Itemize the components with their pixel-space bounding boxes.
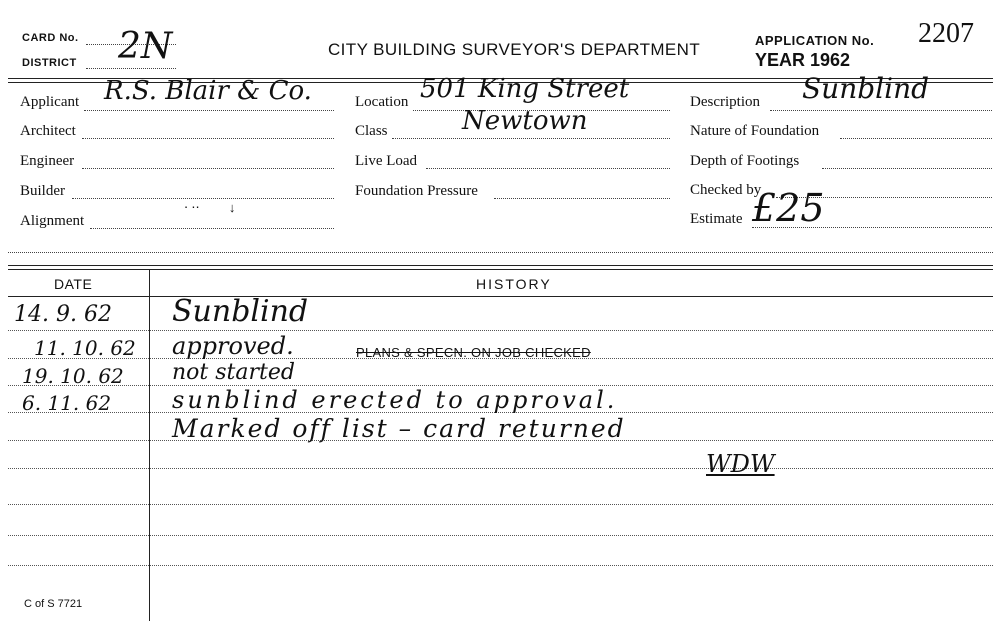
- card-no-value: 2N: [118, 26, 173, 67]
- architect-label: Architect: [20, 123, 76, 139]
- description-value: Sunblind: [802, 72, 930, 105]
- district-line: [86, 68, 176, 69]
- architect-line: [82, 138, 334, 139]
- location-label: Location: [355, 94, 409, 110]
- depth-of-footings-label: Depth of Footings: [690, 153, 800, 169]
- fields-bottom-rule-b: [8, 269, 993, 270]
- department-title: CITY BUILDING SURVEYOR'S DEPARTMENT: [328, 40, 701, 59]
- entry-1-date: 14. 9. 62: [14, 302, 112, 327]
- class-line: [392, 138, 670, 139]
- class-label: Class: [355, 123, 388, 139]
- engineer-line: [82, 168, 334, 169]
- history-line-7: [8, 504, 993, 505]
- live-load-label: Live Load: [355, 153, 418, 169]
- entry-3-date: 19. 10. 62: [22, 364, 124, 388]
- estimate-value: £25: [752, 186, 825, 230]
- nature-of-foundation-label: Nature of Foundation: [690, 123, 820, 139]
- entry-4-text: sunblind erected to approval.: [172, 386, 618, 414]
- history-column-header: HISTORY: [476, 276, 552, 292]
- alignment-label: Alignment: [20, 213, 85, 229]
- entry-2-struck-text: PLANS & SPECN. ON JOB CHECKED: [356, 345, 591, 360]
- application-number: 2207: [918, 18, 974, 49]
- entry-1-text: Sunblind: [172, 294, 309, 329]
- year-label: YEAR 1962: [755, 50, 851, 70]
- history-header-rule: [8, 296, 993, 297]
- initials-signature: WDW: [706, 450, 775, 478]
- alignment-mark-icon: ⋅ ⋅⋅ ↓: [184, 200, 236, 215]
- history-line-8: [8, 535, 993, 536]
- district-label: DISTRICT: [22, 57, 77, 69]
- description-line: [770, 110, 992, 111]
- foundation-pressure-line: [494, 198, 670, 199]
- class-value: Newtown: [462, 106, 588, 136]
- nature-line: [840, 138, 992, 139]
- engineer-label: Engineer: [20, 153, 75, 169]
- alignment-line: [90, 228, 334, 229]
- date-column-header: DATE: [54, 276, 93, 292]
- history-line-1: [8, 330, 993, 331]
- builder-label: Builder: [20, 183, 65, 199]
- applicant-label: Applicant: [20, 94, 80, 110]
- history-line-6: [8, 468, 993, 469]
- card-no-label: CARD No.: [22, 32, 79, 44]
- checked-by-label: Checked by: [690, 182, 762, 198]
- depth-line: [822, 168, 992, 169]
- applicant-line: [84, 110, 334, 111]
- location-value: 501 King Street: [420, 74, 630, 104]
- builder-line: [72, 198, 334, 199]
- live-load-line: [426, 168, 670, 169]
- fields-bottom-dotted: [8, 252, 993, 253]
- fields-bottom-rule-a: [8, 265, 993, 266]
- form-code: C of S 7721: [24, 598, 83, 610]
- entry-2-text: approved.: [172, 332, 294, 360]
- applicant-value: R.S. Blair & Co.: [104, 76, 312, 106]
- description-label: Description: [690, 94, 760, 110]
- history-line-9: [8, 565, 993, 566]
- application-label: APPLICATION No.: [755, 33, 875, 48]
- entry-2-date: 11. 10. 62: [34, 336, 136, 360]
- foundation-pressure-label: Foundation Pressure: [355, 183, 478, 199]
- entry-4-date: 6. 11. 62: [22, 391, 112, 415]
- entry-3-text: not started: [172, 360, 295, 385]
- estimate-label: Estimate: [690, 211, 743, 227]
- date-column-divider: [149, 269, 150, 621]
- entry-5-text: Marked off list – card returned: [172, 414, 626, 443]
